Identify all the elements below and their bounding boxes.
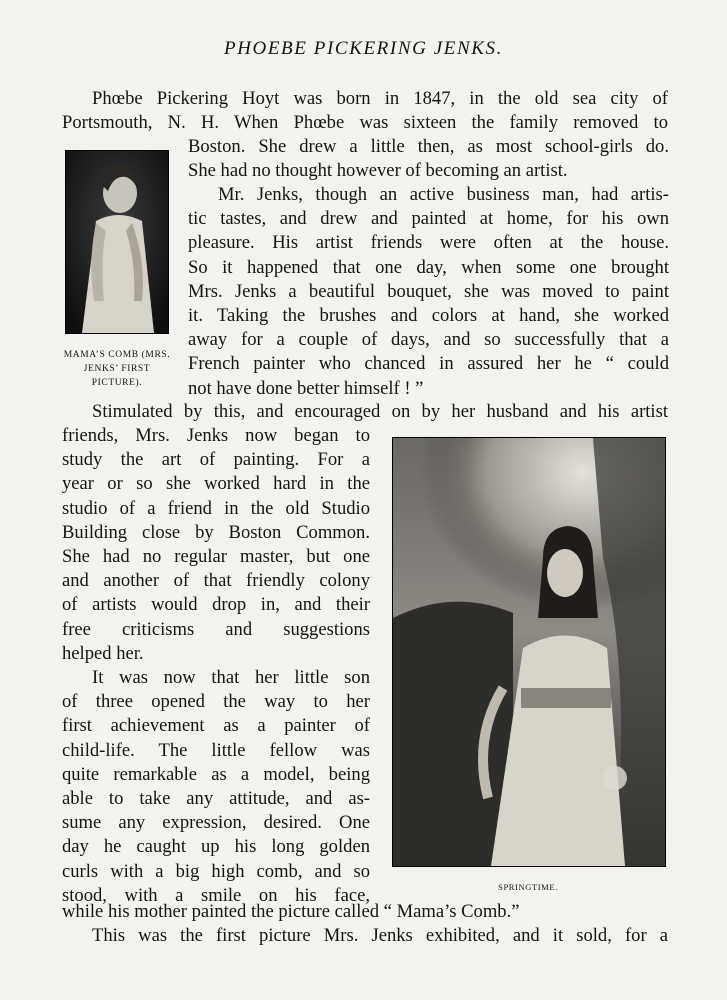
text-line: She had no regular master, but one bbox=[62, 546, 370, 568]
paragraph-1 bbox=[62, 87, 668, 135]
text-line: Boston. She drew a little then, as most school-girls do. bbox=[188, 136, 669, 157]
text-line: year or so she worked hard in the bbox=[62, 473, 370, 495]
text-line: Stimulated by this, and encouraged on by her husband and his artist bbox=[92, 401, 668, 422]
paragraph-4-end bbox=[62, 900, 668, 924]
text-line: tic tastes, and drew and painted at home, for his own bbox=[188, 208, 669, 230]
text-line: of artists would drop in, and their bbox=[62, 594, 370, 616]
text-line: friends, Mrs. Jenks now began to bbox=[62, 425, 370, 446]
paragraph-4 bbox=[62, 666, 370, 908]
text-line: helped her. bbox=[62, 642, 144, 664]
text-line: not have done better himself ! ” bbox=[188, 377, 424, 399]
text-line: while his mother painted the picture called “ Mama’s Comb.” bbox=[62, 901, 520, 922]
text-line: sume any expression, desired. One bbox=[62, 812, 370, 834]
text-line: This was the first picture Mrs. Jenks exhibited, and it sold, for a bbox=[92, 925, 668, 946]
figure-mamas-comb bbox=[65, 150, 169, 334]
paragraph-1-continued bbox=[188, 135, 669, 183]
paragraph-2 bbox=[188, 183, 669, 401]
text-line: stood, with a smile on his face, bbox=[62, 884, 370, 906]
text-line: able to take any attitude, and as- bbox=[62, 788, 370, 810]
text-line: child-life. The little fellow was bbox=[62, 739, 370, 761]
text-line: away for a couple of days, and so successfully that a bbox=[188, 329, 669, 351]
text-line: study the art of painting. For a bbox=[62, 449, 370, 471]
paragraph-3 bbox=[62, 400, 668, 424]
paragraph-5 bbox=[62, 924, 668, 948]
text-line: pleasure. His artist friends were often at the house. bbox=[188, 232, 669, 254]
text-line: first achievement as a painter of bbox=[62, 715, 370, 737]
springtime-painting-illustration bbox=[393, 438, 665, 866]
text-line: Portsmouth, N. H. When Phœbe was sixteen the family removed to bbox=[62, 112, 668, 134]
portrait-child-illustration bbox=[66, 151, 168, 333]
text-line: studio of a friend in the old Studio bbox=[62, 497, 370, 519]
figure-mamas-comb-caption: MAMA’S COMB (MRS. JENKS’ FIRST PICTURE). bbox=[63, 350, 171, 388]
figure-springtime bbox=[392, 437, 666, 867]
text-line: of three opened the way to her bbox=[62, 691, 370, 713]
text-line: So it happened that one day, when some one brought bbox=[188, 256, 669, 278]
text-line: and another of that friendly colony bbox=[62, 570, 370, 592]
text-line: It was now that her little son bbox=[92, 667, 370, 688]
text-line: quite remarkable as a model, being bbox=[62, 763, 370, 785]
text-line: day he caught up his long golden bbox=[62, 836, 370, 858]
text-line: She had no thought however of becoming an artist. bbox=[188, 160, 568, 182]
text-line: Mr. Jenks, though an active business man, had artis- bbox=[218, 184, 669, 205]
text-line: French painter who chanced in assured her he “ could bbox=[188, 353, 669, 375]
text-line: Building close by Boston Common. bbox=[62, 521, 370, 543]
paragraph-3-continued bbox=[62, 424, 370, 666]
text-line: Mrs. Jenks a beautiful bouquet, she was moved to paint bbox=[188, 280, 669, 302]
text-line: Phœbe Pickering Hoyt was born in 1847, in the old sea city of bbox=[92, 88, 668, 109]
text-line: it. Taking the brushes and colors at hand, she worked bbox=[188, 305, 669, 327]
text-line: curls with a big high comb, and so bbox=[62, 860, 370, 882]
page-title: PHOEBE PICKERING JENKS. bbox=[223, 38, 503, 59]
figure-springtime-caption: SPRINGTIME. bbox=[498, 882, 558, 892]
text-line: free criticisms and suggestions bbox=[62, 618, 370, 640]
